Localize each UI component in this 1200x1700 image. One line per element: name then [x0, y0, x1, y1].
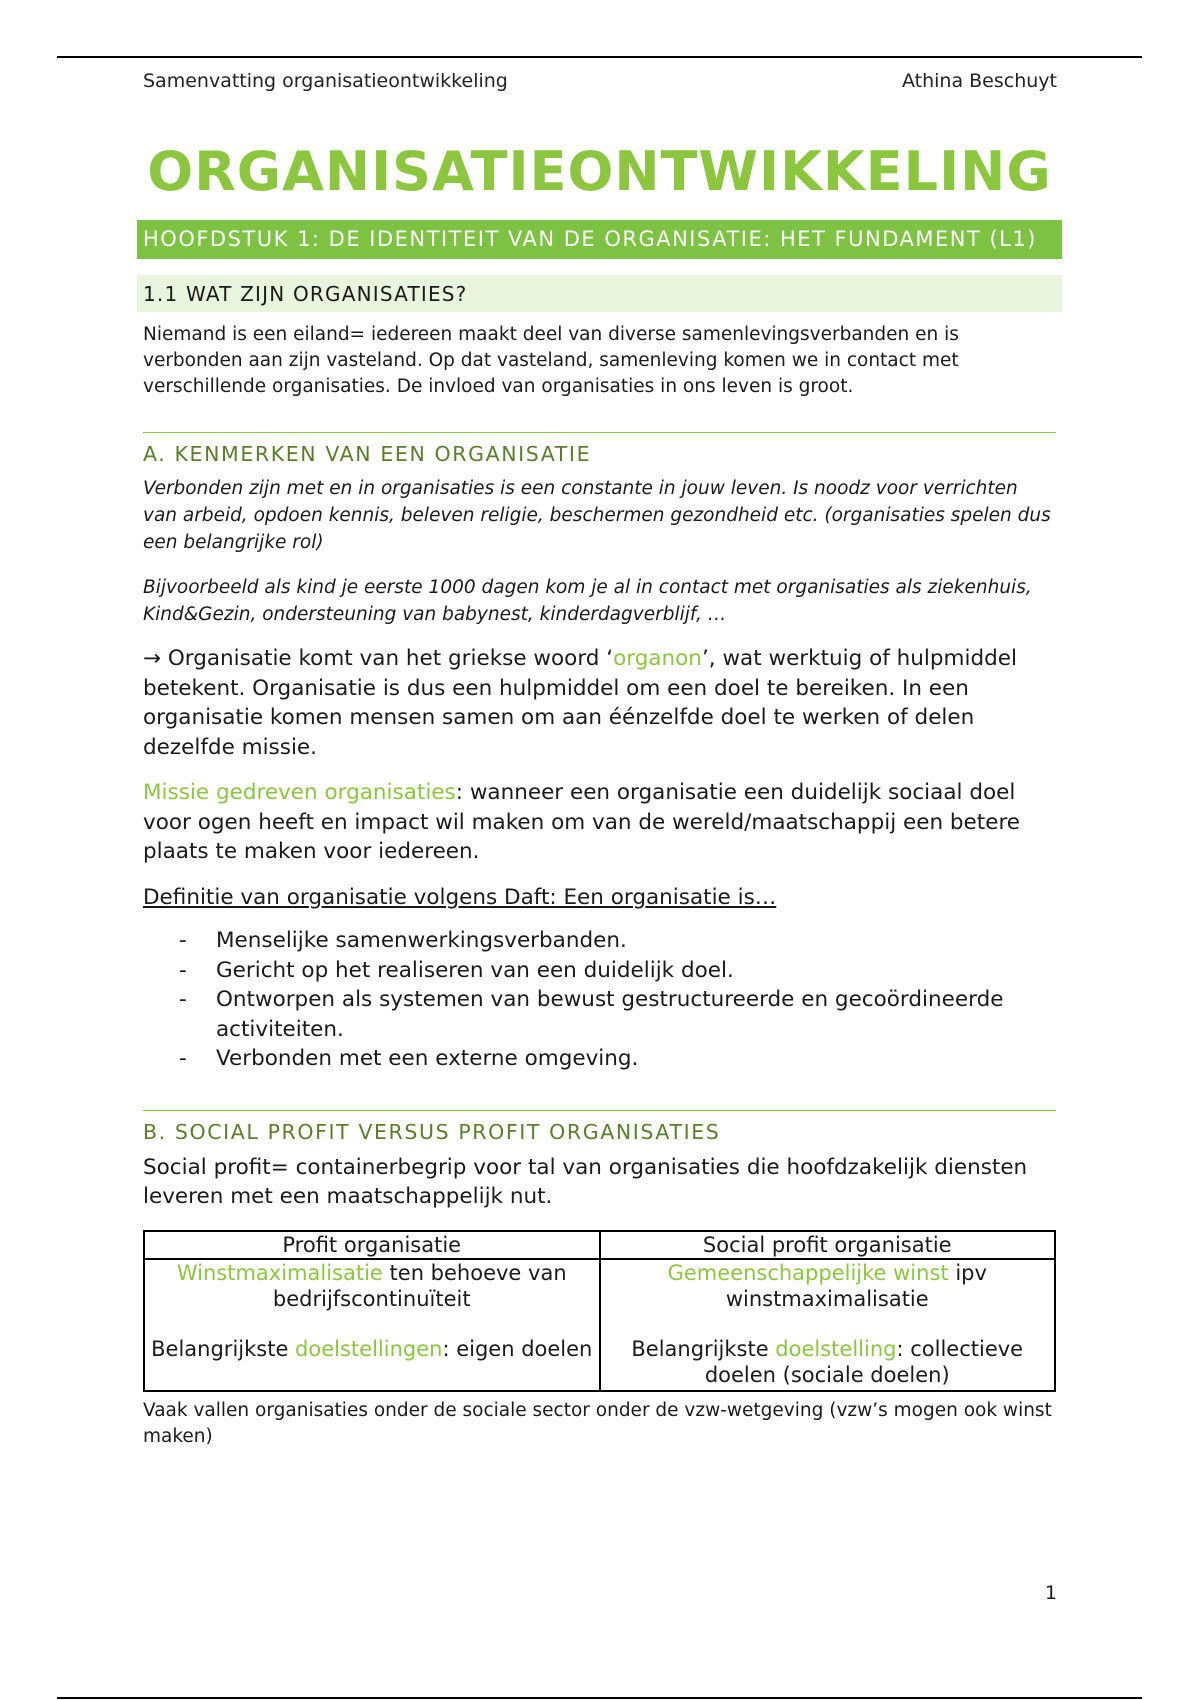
profit-objective-term: doelstellingen: [295, 1336, 443, 1361]
list-dash: -: [179, 1046, 187, 1071]
table-header-row: [144, 1231, 1055, 1259]
social-objective: [607, 1336, 1049, 1388]
cell-social-profit: [600, 1259, 1056, 1391]
cell-profit: [144, 1259, 600, 1391]
list-item: [143, 985, 1056, 1044]
social-goal: [607, 1260, 1049, 1312]
profit-objective-text: : eigen doelen: [442, 1336, 593, 1361]
profit-objective-prefix: Belangrijkste: [151, 1336, 296, 1361]
column-header-profit: Profit organisatie: [144, 1231, 600, 1259]
social-goal-term: Gemeenschappelijke winst: [667, 1260, 949, 1285]
social-profit-intro: Social profit= containerbegrip voor tal van organisaties die hoofdzakelijk diensten leveren met een maatschappelijk nut.: [143, 1154, 1028, 1209]
intro-paragraph: Niemand is een eiland= iedereen maakt deel van diverse samenlevingsverbanden en is verbonden aan zijn vasteland. Op dat vasteland, samenleving komen we in contact met verschillende organisaties. De invloed van organisaties in ons leven is groot.: [143, 324, 959, 397]
definition-label: Definitie van organisatie volgens Daft: Een organisatie is…: [143, 884, 777, 910]
list-item-text: Gericht op het realiseren van een duidelijk doel.: [216, 957, 734, 983]
list-dash: -: [179, 957, 187, 983]
header-document-title: Samenvatting organisatieontwikkeling: [143, 70, 508, 92]
list-item: [143, 1044, 1056, 1074]
list-item: [143, 956, 1056, 986]
organon-term: organon: [613, 646, 702, 671]
profit-goal-text: ten behoeve van bedrijfscontinuïteit: [272, 1260, 567, 1311]
missie-text: : wanneer een organisatie een duidelijk sociaal doel voor ogen heeft en impact wil maken om van de wereld/maatschappij een betere plaats te maken voor iedereen.: [143, 780, 1021, 864]
comparison-table: [143, 1230, 1056, 1392]
vzw-footnote: Vaak vallen organisaties onder de sociale sector onder de vzw-wetgeving (vzw’s mogen ook winst maken): [143, 1399, 1052, 1447]
definition-list: [143, 926, 1056, 1074]
table-row: [144, 1259, 1055, 1391]
document-title: ORGANISATIEONTWIKKELING: [147, 140, 1052, 203]
header-rule: [57, 56, 1142, 58]
organon-text-before: → Organisatie komt van het griekse woord ‘: [143, 646, 614, 671]
profit-goal: [151, 1260, 593, 1312]
subheading-social-profit: B. SOCIAL PROFIT VERSUS PROFIT ORGANISATIES: [143, 1110, 1056, 1145]
header-author: Athina Beschuyt: [901, 70, 1057, 92]
list-dash: -: [179, 928, 187, 953]
profit-objective: [151, 1336, 593, 1362]
organon-text-after: ’, wat werktuig of hulpmiddel betekent. Organisatie is dus een hulpmiddel om een doel te bereiken. In een organisatie komen mensen samen om aan éénzelfde doel te werken of delen dezelfde missie.: [143, 646, 1017, 760]
page-content: [143, 140, 1056, 1450]
subheading-kenmerken: A. KENMERKEN VAN EEN ORGANISATIE: [143, 432, 1056, 467]
list-item-text: Verbonden met een externe omgeving.: [216, 1046, 639, 1071]
social-objective-term: doelstelling: [775, 1336, 897, 1361]
missie-paragraph: [143, 778, 1056, 867]
italic-paragraph-voorbeeld: Bijvoorbeeld als kind je eerste 1000 dagen kom je al in contact met organisaties als ziekenhuis, Kind&Gezin, ondersteuning van babynest, kinderdagverblijf, …: [143, 577, 1032, 625]
organon-paragraph: [143, 644, 1056, 762]
column-header-social-profit: Social profit organisatie: [600, 1231, 1056, 1259]
chapter-heading: HOOFDSTUK 1: DE IDENTITEIT VAN DE ORGANISATIE: HET FUNDAMENT (L1): [137, 220, 1062, 259]
footer-rule: [57, 1697, 1142, 1699]
social-goal-text: ipv winstmaximalisatie: [725, 1260, 987, 1311]
missie-term: Missie gedreven organisaties: [143, 780, 456, 805]
list-item-text: Ontworpen als systemen van bewust gestructureerde en gecoördineerde activiteiten.: [216, 987, 1004, 1042]
list-item: [143, 926, 1056, 956]
section-heading: 1.1 WAT ZIJN ORGANISATIES?: [137, 275, 1062, 312]
profit-goal-term: Winstmaximalisatie: [176, 1260, 383, 1285]
italic-paragraph-constante: Verbonden zijn met en in organisaties is een constante in jouw leven. Is noodz voor verrichten van arbeid, opdoen kennis, beleven religie, beschermen gezondheid etc. (organisaties spelen dus een belangrijke rol): [143, 478, 1051, 553]
list-dash: -: [179, 987, 187, 1012]
social-objective-text: : collectieve doelen (sociale doelen): [704, 1336, 1024, 1387]
social-objective-prefix: Belangrijkste: [631, 1336, 776, 1361]
list-item-text: Menselijke samenwerkingsverbanden.: [216, 928, 627, 953]
page-number: 1: [1044, 1582, 1057, 1604]
